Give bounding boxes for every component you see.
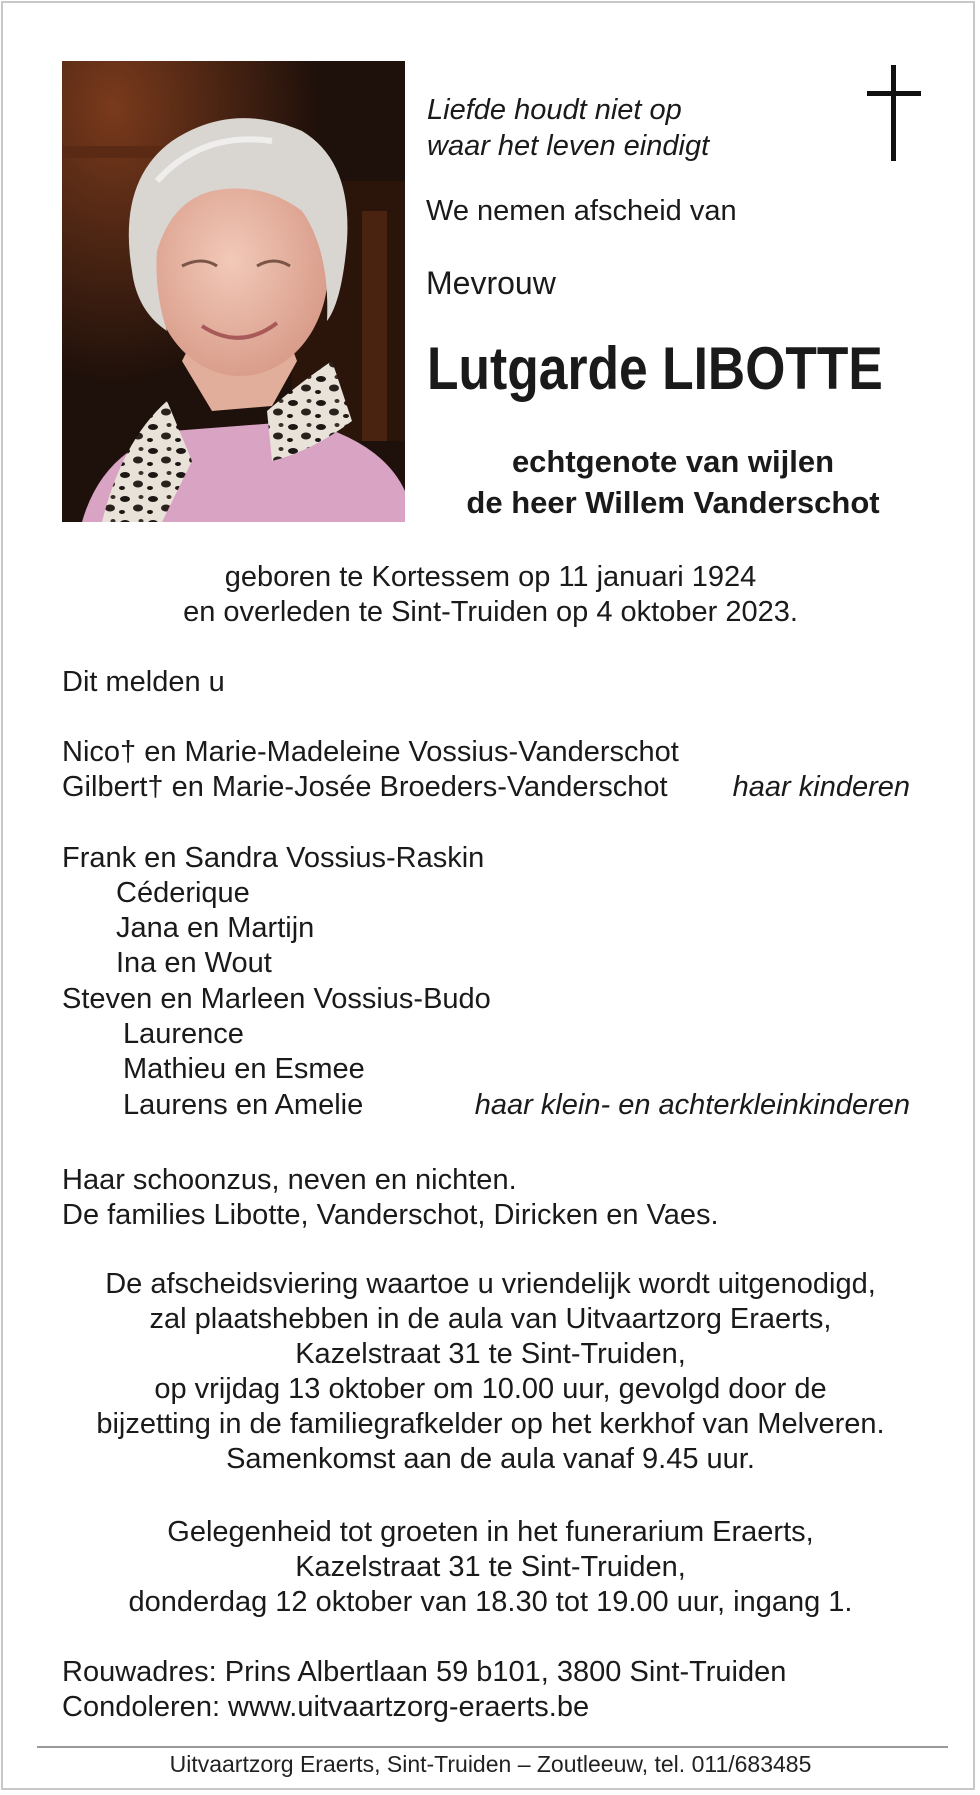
ceremony-line: Samenkomst aan de aula vanaf 9.45 uur. <box>226 1443 755 1475</box>
ceremony-line: Kazelstraat 31 te Sint-Truiden, <box>295 1338 686 1370</box>
intro-text: We nemen afscheid van <box>426 195 737 227</box>
grandchild-entry: Mathieu en Esmee <box>123 1053 365 1085</box>
grandchildren-role-label: haar klein- en achterkleinkinderen <box>474 1089 910 1121</box>
extended-family-line-2: De families Libotte, Vanderschot, Diricken en Vaes. <box>62 1199 719 1231</box>
viewing-details <box>62 1515 919 1620</box>
viewing-line: Kazelstraat 31 te Sint-Truiden, <box>295 1551 686 1583</box>
death-line: en overleden te Sint-Truiden op 4 oktober 2023. <box>183 596 798 628</box>
birth-line: geboren te Kortessem op 11 januari 1924 <box>224 561 757 593</box>
grandchild-parents-1: Frank en Sandra Vossius-Raskin <box>62 842 485 874</box>
grandchild-parents-2: Steven en Marleen Vossius-Budo <box>62 983 491 1015</box>
ceremony-details <box>62 1267 919 1477</box>
funeral-home-footer: Uitvaartzorg Eraerts, Sint-Truiden – Zoutleeuw, tel. 011/683485 <box>169 1751 812 1777</box>
latin-cross-icon <box>867 65 921 161</box>
motto-line-2: waar het leven eindigt <box>427 130 710 162</box>
children-role-label: haar kinderen <box>732 771 910 803</box>
grandchild-entry: Laurence <box>123 1018 244 1050</box>
child-family-2: Gilbert† en Marie-Josée Broeders-Vanderschot <box>62 771 668 803</box>
portrait-photo <box>62 61 405 522</box>
ceremony-line: bijzetting in de familiegrafkelder op het kerkhof van Melveren. <box>96 1408 885 1440</box>
motto-line-1: Liefde houdt niet op <box>427 94 682 126</box>
honorific-title: Mevrouw <box>426 265 556 301</box>
contact-info <box>62 1655 786 1725</box>
ceremony-line: op vrijdag 13 oktober om 10.00 uur, gevolgd door de <box>154 1373 827 1405</box>
birth-death-dates <box>62 560 919 630</box>
extended-family <box>62 1163 719 1233</box>
grandchild-entry: Jana en Martijn <box>116 912 315 944</box>
grandchild-entry: Laurens en Amelie <box>123 1089 364 1121</box>
viewing-line: Gelegenheid tot groeten in het funerarium Eraerts, <box>167 1516 814 1548</box>
spouse-line-2: de heer Willem Vanderschot <box>466 485 880 520</box>
child-family-1: Nico† en Marie-Madeleine Vossius-Vanderschot <box>62 736 679 768</box>
motto-quote <box>427 92 709 164</box>
spouse-info <box>423 441 923 523</box>
mourning-address: Rouwadres: Prins Albertlaan 59 b101, 3800 Sint-Truiden <box>62 1656 787 1688</box>
ceremony-line: De afscheidsviering waartoe u vriendelijk wordt uitgenodigd, <box>105 1268 876 1300</box>
spouse-line-1: echtgenote van wijlen <box>511 444 835 479</box>
condolence-link[interactable]: Condoleren: www.uitvaartzorg-eraerts.be <box>62 1691 590 1723</box>
ceremony-line: zal plaatshebben in de aula van Uitvaartzorg Eraerts, <box>149 1303 832 1335</box>
extended-family-line-1: Haar schoonzus, neven en nichten. <box>62 1164 517 1196</box>
deceased-name: Lutgarde LIBOTTE <box>427 335 883 402</box>
viewing-line: donderdag 12 oktober van 18.30 tot 19.00 uur, ingang 1. <box>128 1586 853 1618</box>
grandchild-entry: Ina en Wout <box>116 947 272 979</box>
obituary-card <box>1 1 975 1790</box>
grandchild-entry: Céderique <box>116 877 250 909</box>
footer-divider <box>37 1746 948 1748</box>
announcement-text: Dit melden u <box>62 666 225 698</box>
